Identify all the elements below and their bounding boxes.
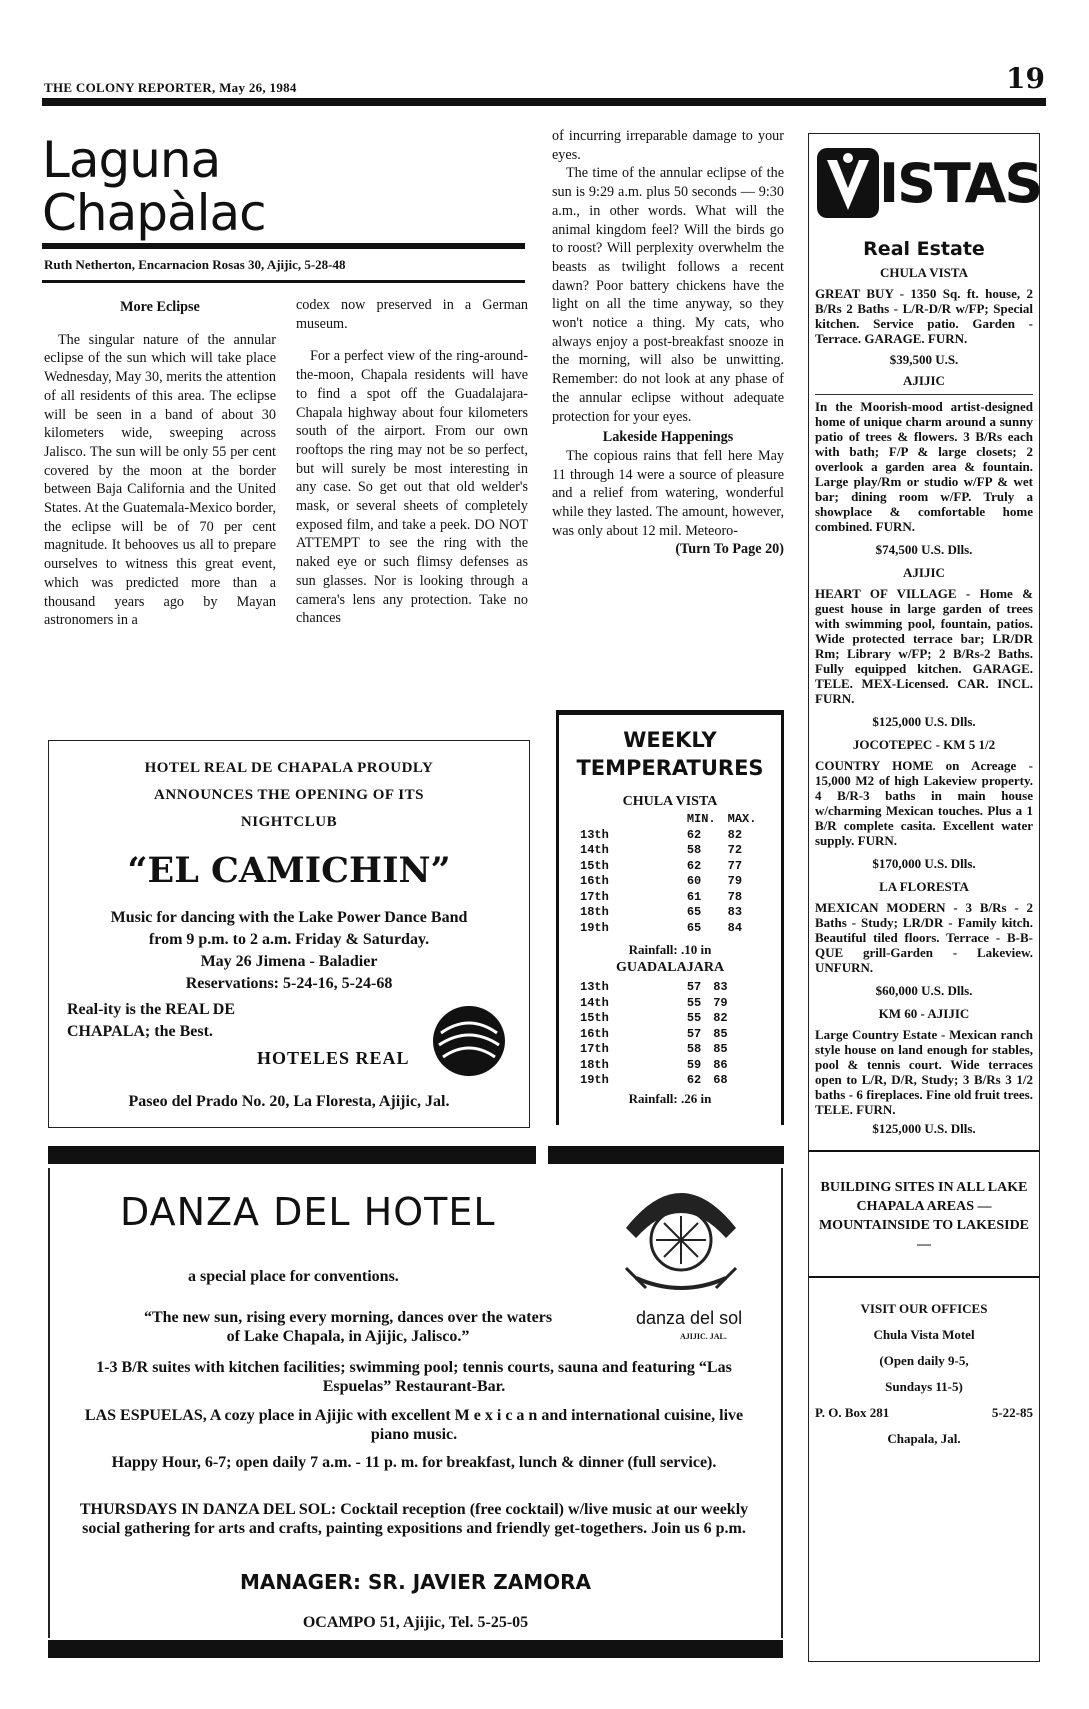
danza-logo-text: danza del sol [636, 1308, 743, 1328]
min-temp-cell: 58 [686, 1042, 702, 1056]
danza-paragraph: THURSDAYS IN DANZA DEL SOL: Cocktail reception (free cocktail) w/live music at our weekly social gathering for arts and crafts, painting expositions and friendly get-togethers. Join us 6 p.m. [79, 1501, 749, 1537]
location-chula-vista: CHULA VISTA [622, 794, 718, 809]
vistas-logo-text: ISTAS [879, 152, 1042, 215]
day-cell: 15th [580, 858, 609, 873]
min-label: MIN. [686, 812, 716, 826]
temperature-row [574, 921, 762, 937]
article-paragraph: The time of the annular eclipse of the sun is 9:29 a.m. plus 50 seconds — 9:30 a.m., in other words. What will the animal kingdom feel? Will the birds go to roost? Will perplexity overwhelm the beasts as twilight follows a recent dawn? Poor battery chickens have the light on all the time anyway, so they won't notice a thing. My cats, who always enjoy a post-breakfast snooze in the morning, will also be unwitting. Remember: do not look at any phase of the annular eclipse without adequate protection for your eyes. [552, 165, 784, 425]
listing-price: $39,500 U.S. [889, 352, 959, 367]
max-temp-cell: 84 [727, 920, 743, 935]
listing-location: AJIJIC [903, 373, 945, 388]
ad-hours: from 9 p.m. to 2 a.m. Friday & Saturday. [148, 931, 430, 948]
ad-border-bar [48, 1146, 536, 1164]
max-temp-cell: 72 [727, 843, 743, 857]
max-temp-cell: 83 [727, 905, 743, 919]
danza-logo-sub: AJIJIC. JAL. [680, 1332, 727, 1341]
listing-price: $125,000 U.S. Dlls. [872, 714, 976, 729]
day-cell: 14th [580, 843, 609, 857]
ad-line: NIGHTCLUB [240, 814, 338, 830]
temperature-row [574, 1058, 734, 1074]
temperature-row [574, 890, 762, 906]
article-column-2 [296, 296, 528, 628]
vistas-v-logo [817, 148, 879, 218]
header-rule [42, 98, 1046, 106]
temperature-row [574, 1042, 734, 1058]
vistas-real-estate-ad [808, 133, 1040, 1662]
ad-border-bar [548, 1146, 784, 1164]
min-temp-cell: 58 [686, 843, 702, 857]
temperatures-title: TEMPERATURES [576, 756, 764, 780]
max-temp-cell: 77 [727, 858, 743, 873]
column-masthead-line2: Chapàlac [42, 184, 266, 242]
club-name: “EL CAMICHIN” [127, 850, 451, 891]
publication-header: THE COLONY REPORTER, May 26, 1984 [44, 80, 297, 95]
max-temp-cell: 82 [713, 1011, 728, 1025]
office-hours: (Open daily 9-5, [879, 1353, 969, 1368]
office-phone: 5-22-85 [991, 1405, 1033, 1420]
min-temp-cell: 65 [686, 920, 702, 935]
listing-description: In the Moorish-mood artist-designed home of unique charm around a sunny patio of trees & flowers. 3 B/Rs each with bath; F/P & large closets; 2 overlook a garden area & fountain. Large play/Rm or studio w/FP & wet bar; dining room w/FP. Truly a showplace & comfortable home combined. FURN. [815, 394, 1033, 534]
article-paragraph: For a perfect view of the ring-around-the-moon, Chapala residents will have to find a spot off the Guadalajara-Chapala highway about four kilometers south of the airport. From our own rooftops the ring may not be so perfect, but will surely be most interesting in any case. So get out that old welder's mask, or several sheets of completely exposed film, and take a peek. DO NOT ATTEMPT to see the ring with the naked eye or such flimsy defenses as sun glasses. Nor is looking through a camera's lens any protection. Take no chances [296, 348, 528, 627]
danza-quote: “The new sun, rising every morning, dances over the waters [143, 1309, 553, 1326]
byline-rule [42, 280, 525, 283]
min-temp-cell: 57 [686, 980, 702, 994]
article-paragraph: codex now preserved in a German museum. [296, 297, 528, 332]
day-cell: 16th [580, 1026, 609, 1041]
ad-border-bar [48, 1640, 783, 1658]
day-cell: 15th [580, 1011, 609, 1025]
vistas-subtitle: Real Estate [863, 238, 985, 260]
article-paragraph: of incurring irreparable damage to your eyes. [552, 128, 784, 163]
listing-location: KM 60 - AJIJIC [878, 1006, 970, 1021]
ad-address: Paseo del Prado No. 20, La Floresta, Ajijic, Jal. [128, 1093, 450, 1110]
visit-offices: VISIT OUR OFFICES [860, 1301, 988, 1316]
danza-title: DANZA DEL HOTEL [120, 1190, 496, 1234]
rainfall-chula-vista: Rainfall: .10 in [628, 942, 712, 957]
hoteles-real-logo [429, 1003, 509, 1079]
location-guadalajara: GUADALAJARA [615, 960, 725, 975]
min-temp-cell: 60 [686, 874, 702, 888]
max-temp-cell: 82 [727, 827, 743, 842]
temperature-row [574, 980, 734, 996]
weekly-temperatures [556, 710, 784, 1125]
temperature-row [574, 859, 762, 875]
day-cell: 19th [580, 920, 609, 935]
ad-slogan: CHAPALA; the Best. [67, 1023, 213, 1040]
article-column-3 [552, 127, 784, 559]
temperature-row [574, 905, 762, 921]
min-temp-cell: 57 [686, 1026, 702, 1041]
temperature-row [574, 843, 762, 859]
day-cell: 18th [580, 1057, 609, 1072]
ad-line: HOTEL REAL DE CHAPALA PROUDLY [144, 760, 434, 776]
listing-price: $60,000 U.S. Dlls. [875, 983, 973, 998]
max-label: MAX. [727, 812, 757, 826]
danza-tagline: a special place for conventions. [188, 1268, 399, 1285]
ad-slogan: Real-ity is the REAL DE [67, 1001, 235, 1018]
listing-description: HEART OF VILLAGE - Home & guest house in large garden of trees with swimming pool, fountain, patios. Wide protected terrace bar; LR/DR Rm; Library w/FP; 2 B/Rs-2 Baths. Fully equipped kitchen. GARAGE. TELE. MEX-Licensed. CAR. INCL. FURN. [815, 586, 1033, 706]
temperature-row [574, 1027, 734, 1043]
max-temp-cell: 85 [713, 1026, 728, 1041]
temperature-row [574, 1073, 734, 1089]
day-cell: 13th [580, 980, 609, 994]
min-temp-cell: 62 [686, 827, 702, 842]
danza-paragraph: Happy Hour, 6-7; open daily 7 a.m. - 11 p. m. for breakfast, lunch & dinner (full service). [111, 1454, 717, 1471]
ad-date: May 26 Jimena - Baladier [200, 953, 378, 970]
danza-paragraph: 1-3 B/R suites with kitchen facilities; swimming pool; tennis courts, sauna and featuring “Las Espuelas” Restaurant-Bar. [96, 1359, 732, 1395]
max-temp-cell: 78 [727, 889, 743, 904]
listing-price: $125,000 U.S. Dlls. [872, 1121, 976, 1136]
max-temp-cell: 68 [713, 1073, 728, 1087]
max-temp-cell: 83 [713, 980, 728, 994]
listing-price: $170,000 U.S. Dlls. [872, 856, 976, 871]
min-temp-cell: 55 [686, 1011, 702, 1025]
temperature-table-chula-vista [574, 812, 762, 936]
day-cell: 18th [580, 905, 609, 919]
office-sunday-hours: Sundays 11-5) [885, 1379, 963, 1394]
byline: Ruth Netherton, Encarnacion Rosas 30, Ajijic, 5-28-48 [44, 257, 346, 272]
article-paragraph: The copious rains that fell here May 11 through 14 were a source of pleasure and a relief from watering, wonderful while they lasted. The amount, however, was only about 12 mil. Meteoro- [552, 447, 784, 539]
listing-location: AJIJIC [903, 565, 945, 580]
ad-line: ANNOUNCES THE OPENING OF ITS [154, 787, 424, 803]
listing-description: COUNTRY HOME on Acreage - 15,000 M2 of high Lakeview property. 4 B/R-3 baths in main house w/charming Mexican touches. Plus a 1 B/R complete casita. Excellent water supply. FURN. [815, 758, 1033, 848]
continued-note: (Turn To Page 20) [675, 541, 784, 558]
masthead-rule [42, 243, 525, 249]
page-number: 19 [1006, 62, 1045, 95]
danza-del-sol-logo [606, 1168, 756, 1306]
ad-music: Music for dancing with the Lake Power Dance Band [110, 909, 468, 926]
day-cell: 17th [580, 1042, 609, 1056]
min-temp-cell: 62 [686, 1073, 702, 1087]
temperature-row [574, 874, 762, 890]
temperature-row [574, 1011, 734, 1027]
min-temp-cell: 65 [686, 905, 702, 919]
temperature-row [574, 996, 734, 1012]
listing-location: LA FLORESTA [879, 879, 969, 894]
min-temp-cell: 55 [686, 995, 702, 1010]
danza-del-hotel-ad [48, 1168, 783, 1638]
temperature-row [574, 828, 762, 844]
column-masthead-line1: Laguna [42, 131, 221, 189]
listing-description: Large Country Estate - Mexican ranch style house on land enough for stables, pool & tennis court. Wide terraces open to L/R, D/R, Study; 3 B/Rs 3 1/2 baths - 6 fireplaces. Fine old fruit trees. TELE. FURN. [815, 1027, 1033, 1117]
hoteles-real-brand: HOTELES REAL [257, 1048, 410, 1068]
min-temp-cell: 61 [686, 889, 702, 904]
day-cell: 19th [580, 1073, 609, 1087]
subhead-lakeside-happenings: Lakeside Happenings [602, 429, 734, 446]
building-sites: BUILDING SITES IN ALL LAKE CHAPALA AREAS — MOUNTAINSIDE TO LAKESIDE — [818, 1180, 1030, 1252]
rainfall-guadalajara: Rainfall: .26 in [628, 1090, 712, 1106]
danza-paragraph: LAS ESPUELAS, A cozy place in Ajijic with excellent M e x i c a n and international cuisine, live piano music. [84, 1407, 744, 1443]
ad-reservations: Reservations: 5-24-16, 5-24-68 [185, 975, 393, 992]
office-city: Chapala, Jal. [887, 1431, 961, 1446]
article-paragraph: The singular nature of the annular eclipse of the sun which will take place Wednesday, May 30, merits the attention of all residents of this area. The eclipse will be seen in a band of about 30 kilometers wide, sweeping across Jalisco. The sun will be only 55 per cent covered by the moon at the border between Baja California and the United States. At the Guatemala-Mexico border, the eclipse will be of 70 per cent magnitude. It behooves us all to prepare ourselves to witness this great event, which was predicted more than a thousand years ago by Mayan astronomers in a [44, 331, 276, 629]
min-temp-cell: 59 [686, 1057, 702, 1072]
po-box: P. O. Box 281 [815, 1405, 890, 1420]
min-temp-cell: 62 [686, 858, 702, 873]
listing-location: CHULA VISTA [879, 265, 969, 280]
day-cell: 17th [580, 889, 609, 904]
danza-quote: of Lake Chapala, in Ajijic, Jalisco.” [226, 1328, 470, 1345]
max-temp-cell: 85 [713, 1042, 728, 1056]
day-cell: 16th [580, 874, 609, 888]
max-temp-cell: 79 [727, 874, 743, 888]
max-temp-cell: 79 [713, 995, 728, 1010]
article-column-1 [44, 298, 276, 630]
subhead-more-eclipse: More Eclipse [120, 299, 200, 315]
temperature-table-guadalajara [574, 980, 734, 1089]
hotel-real-ad [48, 740, 530, 1128]
max-temp-cell: 86 [713, 1057, 728, 1072]
office-name: Chula Vista Motel [873, 1327, 975, 1342]
danza-address: OCAMPO 51, Ajijic, Tel. 5-25-05 [302, 1614, 529, 1631]
temperatures-title: WEEKLY [623, 728, 717, 752]
listing-description: GREAT BUY - 1350 Sq. ft. house, 2 B/Rs 2 Baths - L/R-D/R w/FP; Special kitchen. Service patio. Garden - Terrace. GARAGE. FURN. [815, 286, 1033, 346]
listing-price: $74,500 U.S. Dlls. [875, 542, 973, 557]
day-cell: 13th [580, 827, 609, 842]
listing-description: MEXICAN MODERN - 3 B/Rs - 2 Baths - Study; LR/DR - Family kitch. Beautiful tiled floors. Terrace - B-B-QUE grill-Garden - Lakeview. UNFURN. [815, 900, 1033, 975]
day-cell: 14th [580, 995, 609, 1010]
listing-location: JOCOTEPEC - KM 5 1/2 [852, 737, 996, 752]
danza-manager: MANAGER: SR. JAVIER ZAMORA [239, 1570, 592, 1594]
